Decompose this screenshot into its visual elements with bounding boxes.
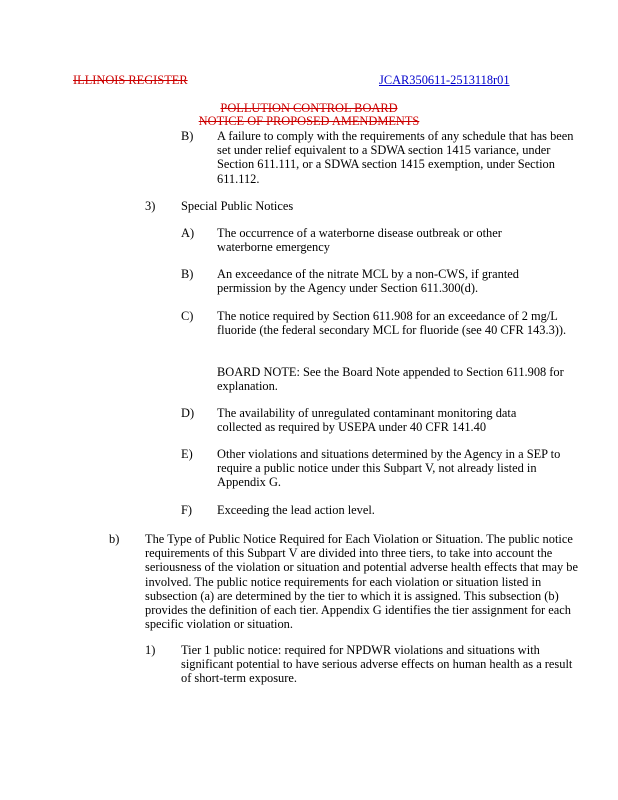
header-register-title: ILLINOIS REGISTER (73, 73, 188, 87)
board-name: POLLUTION CONTROL BOARD (220, 101, 398, 115)
item-text: Special Public Notices (181, 199, 294, 213)
item-label: E) (181, 447, 193, 461)
item-text: The occurrence of a waterborne disease outbreak or other waterborne emergency (217, 226, 502, 255)
item-label: F) (181, 503, 193, 517)
item-text: A failure to comply with the requirements of any schedule that has been set under relief equivalent to a SDWA section 1415 variance, under Section 611.111, or a SDWA section 1415 exemption, under Section 611.112. (217, 129, 574, 186)
item-text: The Type of Public Notice Required for Each Violation or Situation. The public notice requirements of this Subpart V are divided into three tiers, to take into account the seriousness of the violation or situation and potential adverse health effects that may be involved. The public notice requirements for each violation or situation listed in subsection (a) are determined by the tier to which it is assigned. This subsection (b) provides the definition of each tier. Appendix G identifies the tier assignment for each specific violation or situation. (145, 532, 578, 632)
item-text: The notice required by Section 611.908 for an exceedance of 2 mg/L fluoride (the federal secondary MCL for fluoride (see 40 CFR 143.3)). (217, 309, 567, 338)
notice-title: NOTICE OF PROPOSED AMENDMENTS (198, 114, 420, 128)
item-label: A) (181, 226, 195, 240)
item-text: The availability of unregulated contaminant monitoring data collected as required by USEPA under 40 CFR 141.40 (217, 406, 517, 435)
item-text: An exceedance of the nitrate MCL by a non-CWS, if granted permission by the Agency under Section 611.300(d). (217, 267, 519, 296)
item-label: D) (181, 406, 195, 420)
item-label: B) (181, 267, 194, 281)
item-text: Tier 1 public notice: required for NPDWR violations and situations with significant potential to have serious adverse effects on human health as a result of short-term exposure. (181, 643, 573, 686)
item-label: C) (181, 309, 194, 323)
item-label: b) (109, 532, 120, 546)
item-label: 3) (145, 199, 156, 213)
item-label: 1) (145, 643, 156, 657)
board-note: BOARD NOTE: See the Board Note appended to Section 611.908 for explanation. (217, 365, 564, 394)
item-label: B) (181, 129, 194, 143)
header-document-code[interactable]: JCAR350611-2513118r01 (379, 73, 510, 87)
item-text: Other violations and situations determined by the Agency in a SEP to require a public notice under this Subpart V, not already listed in Appendix G. (217, 447, 561, 490)
item-text: Exceeding the lead action level. (217, 503, 375, 517)
